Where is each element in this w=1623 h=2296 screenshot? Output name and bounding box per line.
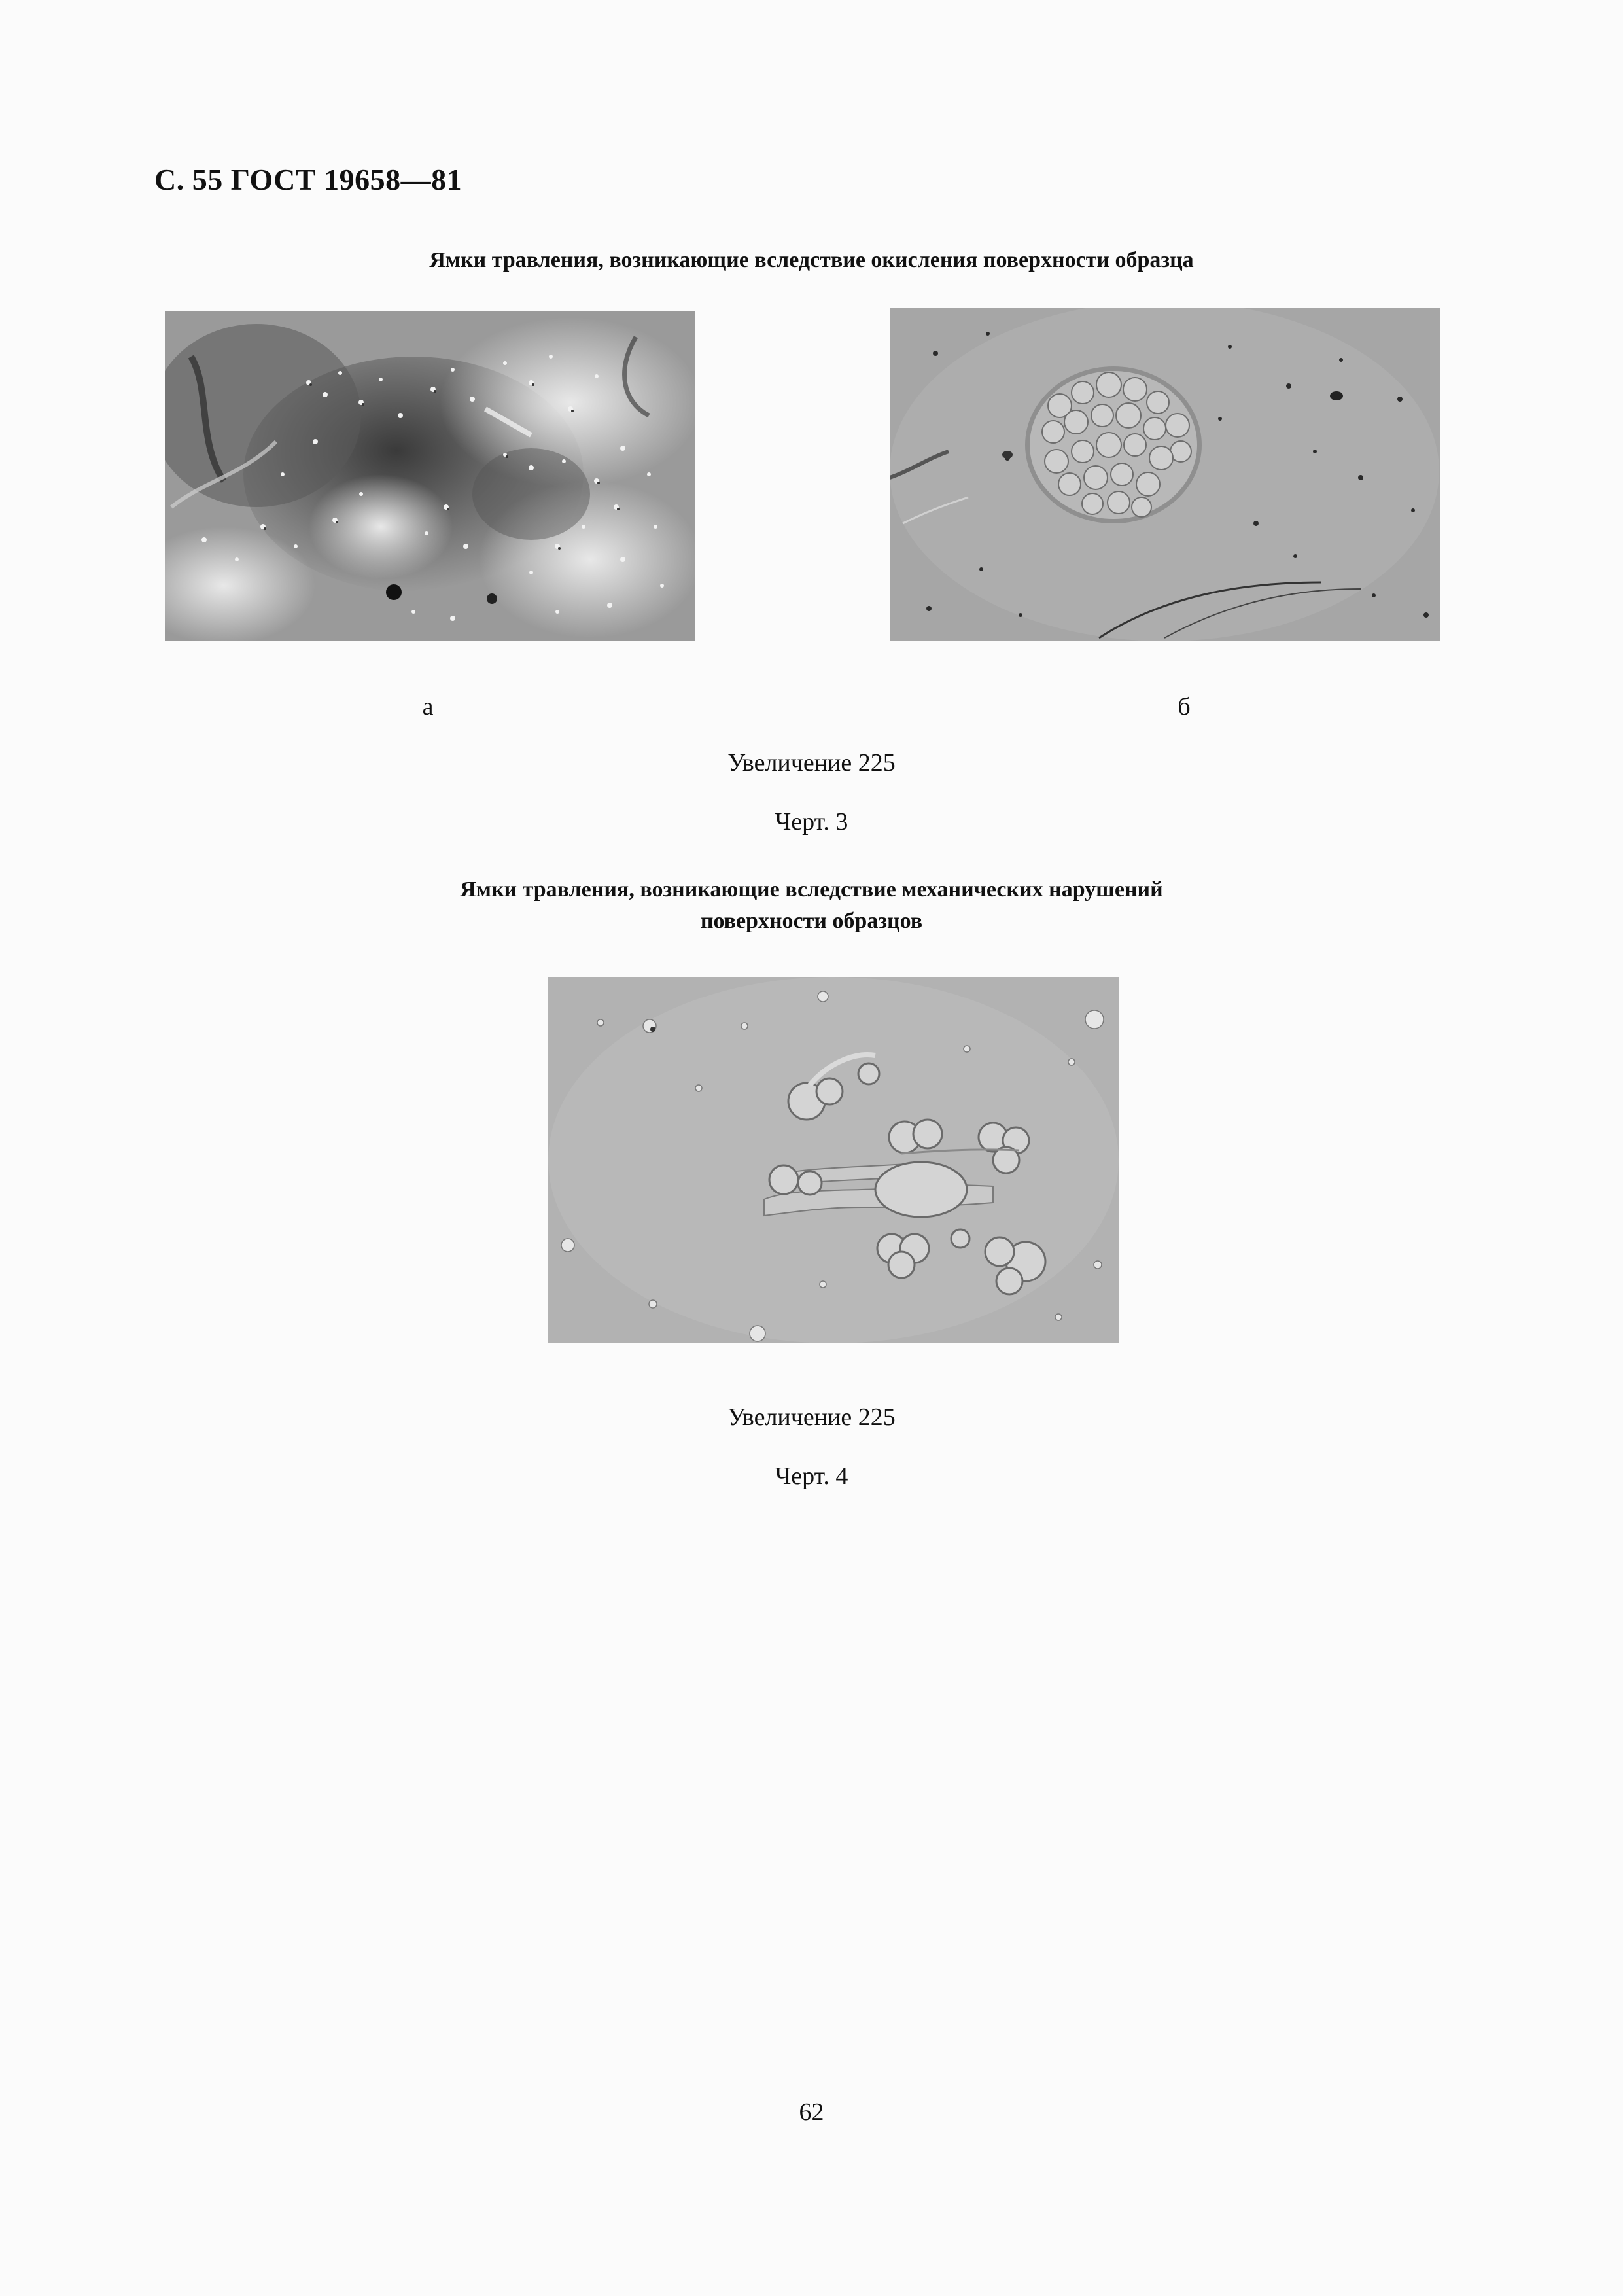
- micrograph-a: [165, 311, 695, 641]
- figure4-magnification: Увеличение 225: [727, 1404, 896, 1431]
- figure3-magnification: Увеличение 225: [727, 749, 896, 777]
- figure4-title-line1: Ямки травления, возникающие вследствие механических нарушений: [460, 877, 1163, 902]
- subfigure-label-b: б: [1178, 693, 1191, 720]
- figure3-title: Ямки травления, возникающие вследствие окисления поверхности образца: [429, 248, 1194, 272]
- figure4-title: [0, 874, 1623, 937]
- document-header: С. 55 ГОСТ 19658—81: [154, 163, 462, 196]
- subfigure-label-a: а: [422, 693, 434, 720]
- page-number: 62: [799, 2098, 824, 2126]
- figure4-title-line2: поверхности образцов: [700, 909, 923, 933]
- micrograph-b: [890, 308, 1440, 641]
- figure3-caption: Черт. 3: [775, 808, 848, 836]
- figure4-caption: Черт. 4: [775, 1462, 848, 1490]
- micrograph-c: [548, 977, 1119, 1343]
